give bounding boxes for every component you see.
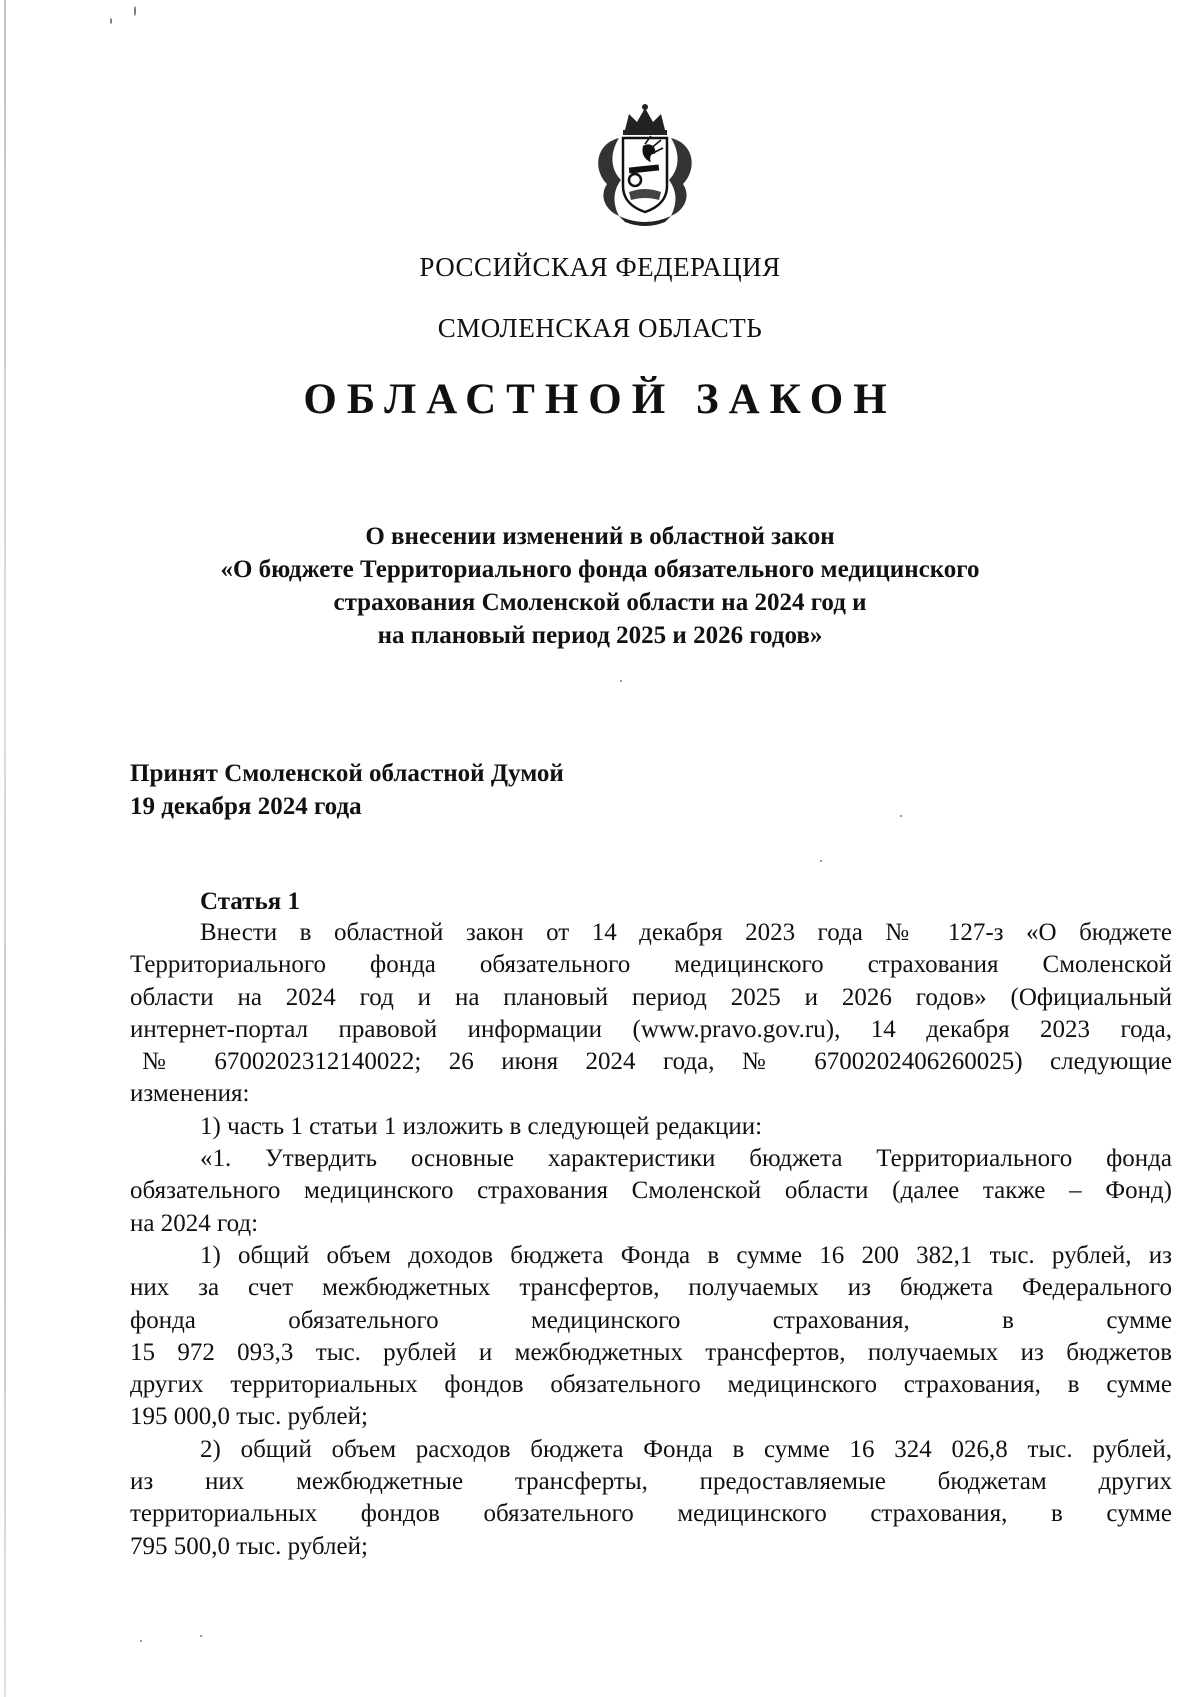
body-line: 195 000,0 тыс. рублей; bbox=[130, 1403, 368, 1431]
scan-speck bbox=[134, 6, 136, 16]
body-line: них за счет межбюджетных трансфертов, получаемых из бюджета Федерального bbox=[130, 1274, 1172, 1302]
article-body bbox=[130, 917, 1172, 1563]
scan-speck bbox=[110, 18, 112, 24]
scan-speck bbox=[900, 815, 902, 817]
body-line: территориальных фондов обязательного медицинского страхования, в сумме bbox=[130, 1500, 1172, 1528]
country-heading: РОССИЙСКАЯ ФЕДЕРАЦИЯ bbox=[419, 252, 781, 282]
body-line: 1) общий объем доходов бюджета Фонда в сумме 16 200 382,1 тыс. рублей, из bbox=[200, 1241, 1172, 1269]
smolensk-coat-of-arms-icon bbox=[585, 100, 705, 228]
body-line: других территориальных фондов обязательного медицинского страхования, в сумме bbox=[130, 1371, 1172, 1399]
region-heading: СМОЛЕНСКАЯ ОБЛАСТЬ bbox=[437, 313, 763, 343]
law-title bbox=[150, 520, 1050, 652]
document-type-heading: ОБЛАСТНОЙ ЗАКОН bbox=[303, 376, 897, 423]
body-line: интернет-портал правовой информации (www.pravo.gov.ru), 14 декабря 2023 года, bbox=[130, 1015, 1172, 1043]
article-heading: Статья 1 bbox=[200, 888, 300, 915]
body-line: «1. Утвердить основные характеристики бюджета Территориального фонда bbox=[200, 1145, 1172, 1173]
scan-speck bbox=[140, 1640, 142, 1642]
scan-speck bbox=[820, 860, 822, 862]
law-title-line: страхования Смоленской области на 2024 год и bbox=[333, 589, 867, 616]
law-title-line: на плановый период 2025 и 2026 годов» bbox=[377, 622, 823, 649]
law-title-line: О внесении изменений в областной закон bbox=[365, 523, 835, 550]
body-line: Внести в областной закон от 14 декабря 2023 года № 127-з «О бюджете bbox=[200, 919, 1172, 946]
adoption-note bbox=[130, 757, 564, 823]
scan-speck bbox=[620, 680, 622, 682]
adoption-date: 19 декабря 2024 года bbox=[130, 793, 362, 820]
body-line: изменения: bbox=[130, 1080, 250, 1108]
body-line: 2) общий объем расходов бюджета Фонда в сумме 16 324 026,8 тыс. рублей, bbox=[200, 1435, 1172, 1463]
law-title-line: «О бюджете Территориального фонда обязательного медицинского bbox=[220, 556, 980, 583]
body-line: № 6700202312140022; 26 июня 2024 года, № 6700202406260025) следующие bbox=[142, 1048, 1172, 1076]
body-line: из них межбюджетные трансферты, предоставляемые бюджетам других bbox=[130, 1468, 1172, 1496]
body-line: на 2024 год: bbox=[130, 1209, 259, 1237]
adoption-body: Принят Смоленской областной Думой bbox=[130, 760, 564, 787]
body-line: области на 2024 год и на плановый период 2025 и 2026 годов» (Официальный bbox=[130, 983, 1172, 1011]
body-line: 15 972 093,3 тыс. рублей и межбюджетных трансфертов, получаемых из бюджетов bbox=[130, 1338, 1172, 1366]
body-line: Территориального фонда обязательного медицинского страхования Смоленской bbox=[130, 951, 1172, 979]
body-line: 795 500,0 тыс. рублей; bbox=[130, 1532, 368, 1560]
scan-speck bbox=[200, 1635, 202, 1637]
body-line: 1) часть 1 статьи 1 изложить в следующей редакции: bbox=[200, 1112, 763, 1140]
body-line: фонда обязательного медицинского страхования, в сумме bbox=[130, 1306, 1172, 1334]
body-line: обязательного медицинского страхования Смоленской области (далее также – Фонд) bbox=[130, 1177, 1172, 1205]
